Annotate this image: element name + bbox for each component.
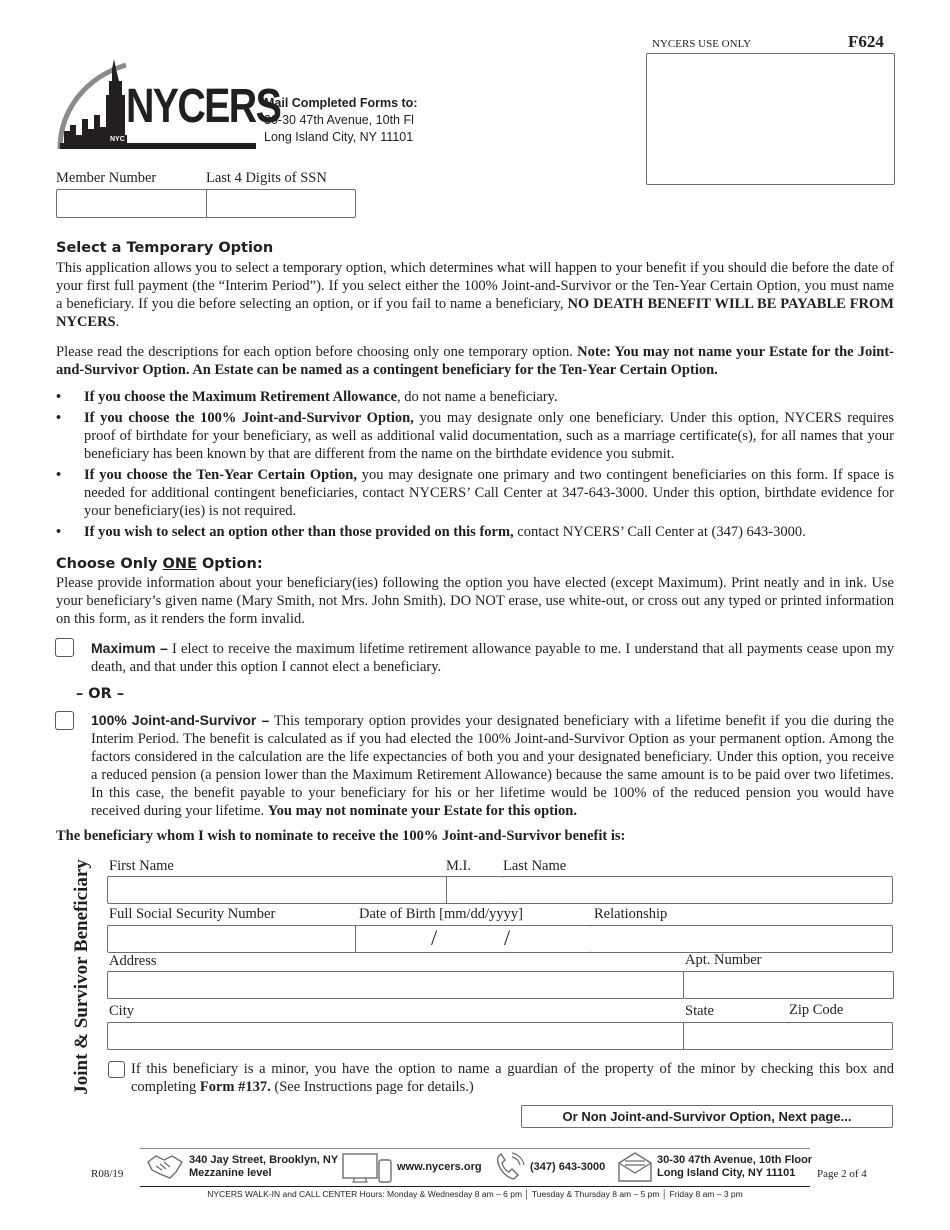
bullet-body: you may designate only one beneficiary. Under this option, NYCERS requires proof of birthdate for your beneficiary, as well as additional valid documentation, such as a marriage certificate(s), for all names that your beneficiary has been known by that are different from the name on the birthdate evidence you submit. — [84, 410, 894, 462]
first-name-field[interactable] — [107, 876, 447, 904]
bullet-bold: If you choose the Ten-Year Certain Option, — [84, 467, 357, 483]
bullet-text — [84, 523, 894, 541]
mail-title: Mail Completed Forms to: — [264, 96, 418, 110]
ssn-field[interactable] — [206, 189, 356, 218]
revision-code: R08/19 — [91, 1168, 124, 1180]
state-label: State — [685, 1003, 714, 1019]
or-separator: – OR – — [76, 686, 125, 702]
joint-survivor-option-label: 100% Joint-and-Survivor – — [91, 712, 270, 728]
mi-field[interactable] — [446, 876, 504, 904]
form-id: F624 — [848, 32, 884, 51]
footer-top-rule — [140, 1148, 810, 1149]
mail-address-block — [264, 95, 417, 146]
mail-envelope-icon — [617, 1151, 653, 1188]
use-only-box — [646, 53, 895, 185]
estate-note: Note: You may not name your Estate for the Joint-and-Survivor Option. An Estate can be named as a contingent beneficiary for the Ten-Year Certain Option. — [56, 344, 894, 378]
ssn-label: Last 4 Digits of SSN — [206, 170, 327, 186]
relationship-field[interactable] — [590, 925, 893, 953]
mailing-line-2: Long Island City, NY 11101 — [657, 1167, 796, 1179]
choose-option-text: Please provide information about your beneficiary(ies) following the option you have elected (except Maximum). Print neatly and in ink. Use your beneficiary’s given name (Mary Smith, not Mrs. John Smith). DO NOT erase, use white-out, or cross out any typed or printed information on this form, as it renders the form invalid. — [56, 575, 894, 627]
read-descriptions-paragraph — [56, 343, 894, 379]
page-number: Page 2 of 4 — [817, 1168, 867, 1180]
mail-line-1: 30-30 47th Avenue, 10th Fl — [264, 113, 414, 127]
dob-separator: / — [431, 925, 438, 950]
logo-wordmark: NYCERS — [126, 80, 281, 133]
bullet-symbol: • — [56, 410, 62, 426]
no-death-benefit-warning: NO DEATH BENEFIT WILL BE PAYABLE FROM NYCERS — [56, 296, 894, 330]
last-name-field[interactable] — [502, 876, 893, 904]
footer-bottom-rule — [140, 1186, 810, 1187]
guardian-text: If this beneficiary is a minor, you have the option to name a guardian of the property of the minor by checking this box and completing — [131, 1061, 894, 1095]
address-field[interactable] — [107, 971, 684, 999]
zip-code-label: Zip Code — [789, 1002, 844, 1018]
choose-option-heading — [56, 556, 263, 572]
phone-icon — [492, 1151, 526, 1188]
bullet-text — [84, 409, 894, 463]
handshake-icon — [146, 1152, 184, 1187]
logo-nyc-badge: NYC — [110, 136, 125, 143]
maximum-option-label: Maximum – — [91, 640, 168, 656]
walk-in-line-1: 340 Jay Street, Brooklyn, NY — [189, 1154, 339, 1166]
state-field[interactable] — [683, 1022, 790, 1050]
apt-number-label: Apt. Number — [685, 952, 762, 968]
mi-label: M.I. — [446, 858, 471, 874]
bullet-symbol: • — [56, 389, 62, 405]
logo-subtitle: Employees' Retirement System — [130, 136, 227, 143]
relationship-label: Relationship — [594, 906, 668, 922]
mailing-line-1: 30-30 47th Avenue, 10th Floor — [657, 1154, 813, 1166]
city-field[interactable] — [107, 1022, 684, 1050]
guardian-end: (See Instructions page for details.) — [270, 1079, 474, 1095]
bullet-text — [84, 466, 894, 520]
maximum-option-text: I elect to receive the maximum lifetime retirement allowance payable to me. I understand that all payments cease upon my death, and that under this option I cannot elect a beneficiary. — [91, 641, 895, 675]
office-hours: NYCERS WALK-IN and CALL CENTER Hours: Monday & Wednesday 8 am – 6 pm │ Tuesday & Thursday 8 am – 5 pm │ Friday 8 am – 3 pm — [207, 1189, 743, 1199]
nycers-logo — [56, 55, 281, 155]
address-label: Address — [109, 953, 157, 969]
next-page-button[interactable]: Or Non Joint-and-Survivor Option, Next page... — [521, 1105, 893, 1128]
apt-number-field[interactable] — [683, 971, 894, 999]
temp-option-paragraph — [56, 259, 894, 331]
joint-survivor-option-text: This temporary option provides your designated beneficiary with a lifetime benefit if you die during the Interim Period. The benefit is calculated as if you had elected the 100% Joint-and-Survivor Option as your permanent option. Among the factors considered in the calculation are the life expectancies of both you and your designated beneficiary. Under this option, you receive a reduced pension (a pension lower than the Maximum Retirement Allowance) because the same amount is to be paid over two lifetimes. In this case, the benefit payable to your beneficiary for his or her lifetime would be 100% of the reduced pension you would have received during your lifetime. — [91, 713, 895, 819]
temp-option-end: . — [115, 314, 120, 330]
bullet-symbol: • — [56, 524, 62, 540]
form-137-ref: Form #137. — [199, 1079, 271, 1095]
dob-field[interactable] — [355, 925, 592, 953]
read-descriptions-text: Please read the descriptions for each option before choosing only one temporary option. — [56, 344, 578, 360]
city-label: City — [109, 1003, 134, 1019]
dob-separator: / — [504, 925, 511, 950]
joint-survivor-option — [91, 711, 894, 820]
bullet-bold: If you choose the Maximum Retirement Allowance — [84, 389, 398, 405]
computer-icon — [341, 1152, 393, 1189]
bullet-bold: If you choose the 100% Joint-and-Survivor Option, — [84, 410, 414, 426]
bullet-symbol: • — [56, 467, 62, 483]
full-ssn-label: Full Social Security Number — [109, 906, 276, 922]
maximum-option — [91, 639, 894, 676]
bullet-bold: If you wish to select an option other than those provided on this form, — [84, 524, 514, 540]
zip-code-field[interactable] — [788, 1022, 893, 1050]
temp-option-heading: Select a Temporary Option — [56, 240, 274, 256]
member-number-label: Member Number — [56, 170, 157, 186]
first-name-label: First Name — [109, 858, 174, 874]
website[interactable]: www.nycers.org — [397, 1161, 482, 1173]
bullet-body: you may designate one primary and two contingent beneficiaries on this form. If space is needed for additional contingent beneficiaries, contact NYCERS’ Call Center at 347-643-3000. Under this option, birthdate evidence for your beneficiary(ies) is not required. — [84, 467, 894, 519]
temp-option-text: This application allows you to select a temporary option, which determines what will happen to your benefit if you should die before the date of your first full payment (the “Interim Period”). If you select either the 100% Joint-and-Survivor or the Ten-Year Certain Option, you must name a beneficiary. If you die before selecting an option, or if you fail to name a beneficiary, — [56, 260, 894, 312]
walk-in-address — [189, 1154, 338, 1180]
member-number-field[interactable] — [56, 189, 208, 218]
walk-in-line-2: Mezzanine level — [189, 1167, 272, 1179]
maximum-option-checkbox[interactable] — [55, 638, 74, 657]
bullet-body: contact NYCERS’ Call Center at (347) 643-3000. — [513, 524, 806, 540]
mail-line-2: Long Island City, NY 11101 — [264, 130, 414, 144]
full-ssn-field[interactable] — [107, 925, 356, 953]
bullet-body: , do not name a beneficiary. — [397, 389, 558, 405]
beneficiary-side-label: Joint & Survivor Beneficiary — [71, 859, 92, 1095]
guardian-checkbox[interactable] — [108, 1061, 125, 1078]
nominate-statement: The beneficiary whom I wish to nominate to receive the 100% Joint-and-Survivor benefit is: — [56, 828, 626, 844]
choose-heading-one: ONE — [162, 556, 197, 572]
estate-not-allowed: You may not nominate your Estate for this option. — [267, 803, 577, 819]
choose-heading-post: Option: — [196, 556, 263, 572]
joint-survivor-option-checkbox[interactable] — [55, 711, 74, 730]
dob-label: Date of Birth [mm/dd/yyyy] — [359, 906, 523, 922]
use-only-label: NYCERS USE ONLY — [652, 38, 752, 50]
phone-number[interactable]: (347) 643-3000 — [530, 1161, 606, 1173]
guardian-statement — [131, 1060, 894, 1096]
choose-heading-pre: Choose Only — [56, 556, 163, 572]
last-name-label: Last Name — [503, 858, 567, 874]
mailing-address — [657, 1154, 812, 1180]
bullet-text — [84, 388, 894, 406]
